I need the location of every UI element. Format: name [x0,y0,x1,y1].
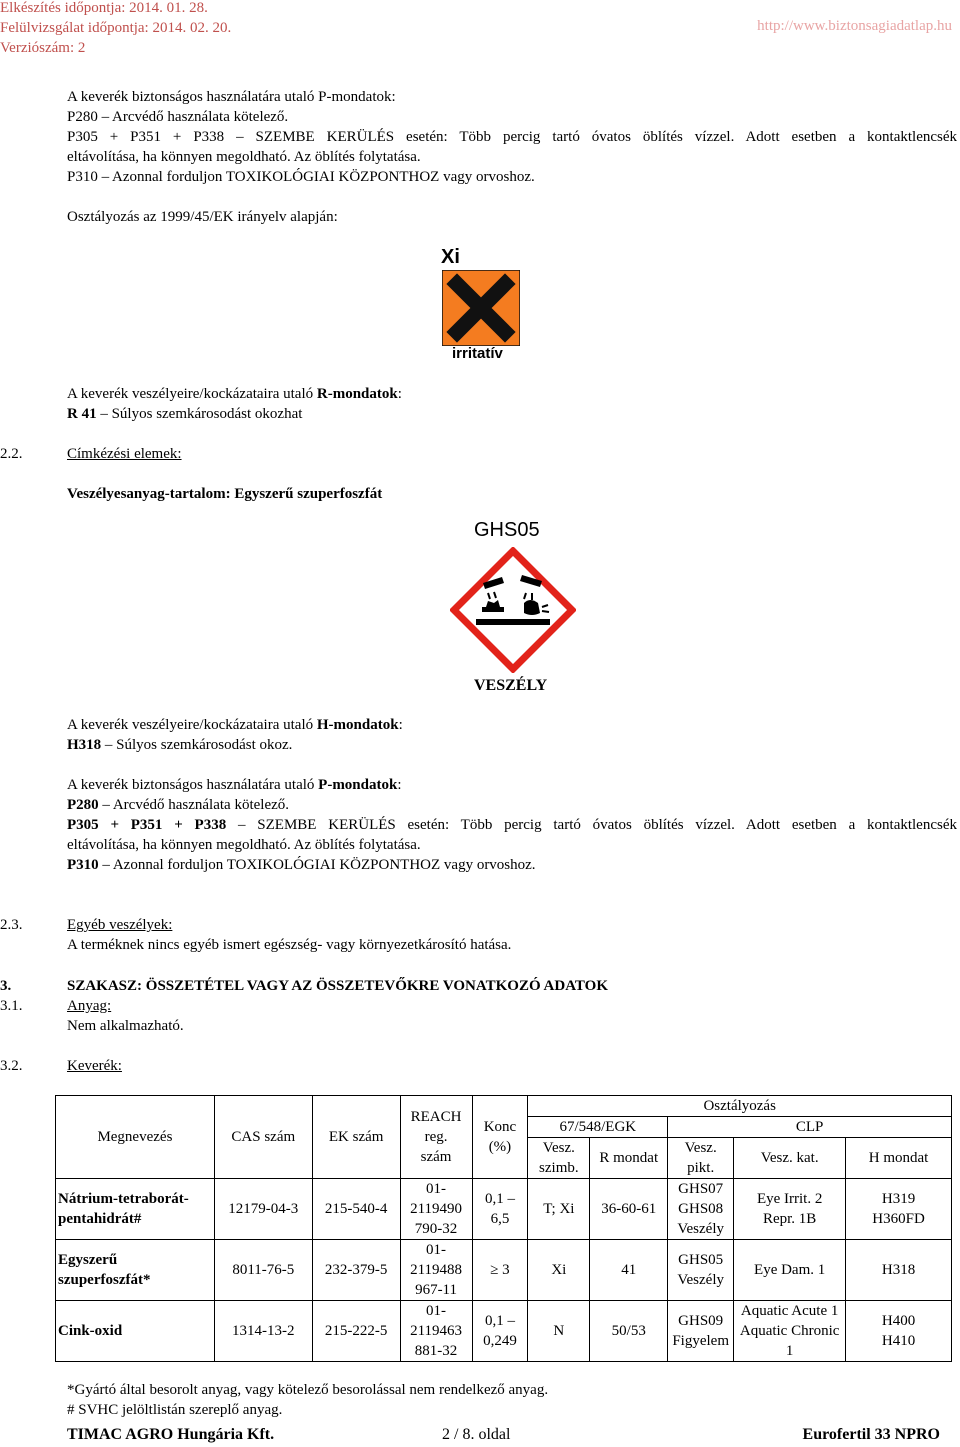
footer-company: TIMAC AGRO Hungária Kft. [67,1426,275,1443]
p310-line-2: P310 – Azonnal forduljon TOXIKOLÓGIAI KÖZPONTHOZ vagy orvoshoz. [67,857,536,873]
header-vesz-szimb: Vesz. szimb. [528,1138,590,1179]
row-konc: 0,1 – 6,5 [472,1179,528,1240]
row-szimb: Xi [528,1240,590,1301]
header-url[interactable]: http://www.biztonsagiadatlap.hu [757,18,952,34]
row-reach: 01- 2119463 881-32 [400,1301,472,1362]
p305-line [67,127,957,147]
row-reach: 01- 2119490 790-32 [400,1179,472,1240]
table-row [56,1179,952,1240]
p310-code: P310 [67,169,98,185]
row-konc: ≥ 3 [472,1240,528,1301]
h318-line: H318 – Súlyos szemkárosodást okoz. [67,737,293,753]
irritativ-label: irritatív [452,345,503,362]
row-cas: 1314-13-2 [214,1301,312,1362]
corrosion-icon [450,547,576,673]
header-vesz-kat: Vesz. kat. [734,1138,846,1179]
row-ek: 215-540-4 [312,1179,400,1240]
row-reach: 01- 2119488 967-11 [400,1240,472,1301]
row-ek: 232-379-5 [312,1240,400,1301]
header-created: Elkészítés időpontja: 2014. 01. 28. [0,0,208,16]
row-kat: Eye Dam. 1 [734,1240,846,1301]
row-h: H400 H410 [846,1301,952,1362]
header-egk: 67/548/EGK [528,1117,668,1138]
footer-product: Eurofertil 33 NPRO [802,1426,940,1443]
row-szimb: T; Xi [528,1179,590,1240]
row-kat: Aquatic Acute 1 Aquatic Chronic 1 [734,1301,846,1362]
row-ek: 215-222-5 [312,1301,400,1362]
section-2-2-title: Címkézési elemek: [67,446,182,462]
p305-line-2: P305 + P351 + P338 – SZEMBE KERÜLÉS esetén: Több percig tartó óvatos öblítés vízzel. Adott esetben a kontaktlencsék [67,817,957,833]
row-h: H318 [846,1240,952,1301]
section-3-1-number: 3.1. [0,998,23,1014]
row-name: Nátrium-tetraborát- pentahidrát# [56,1179,215,1240]
row-r: 50/53 [590,1301,668,1362]
table-row [56,1301,952,1362]
section-3-1-title: Anyag: [67,998,112,1014]
header-revised: Felülvizsgálat időpontja: 2014. 02. 20. [0,20,232,36]
p-statements-intro: A keverék biztonságos használatára utaló P-mondatok: [67,89,396,105]
header-konc: Konc (%) [472,1096,528,1179]
header-clp: CLP [668,1117,952,1138]
header-name: Megnevezés [56,1096,215,1179]
hazardous-content: Veszélyesanyag-tartalom: Egyszerű szuperfoszfát [67,486,383,502]
section-2-3-text: A terméknek nincs egyéb ismert egészség- vagy környezetkárosító hatása. [67,937,512,953]
row-name: Cink-oxid [56,1301,215,1362]
row-szimb: N [528,1301,590,1362]
section-2-3-title: Egyéb veszélyek: [67,917,173,933]
header-vesz-pikt: Vesz. pikt. [668,1138,734,1179]
p310-line [67,167,535,187]
section-2-3-number: 2.3. [0,917,23,933]
row-pikt: GHS09 Figyelem [668,1301,734,1362]
header-cas: CAS szám [214,1096,312,1179]
ghs05-pictogram [450,547,576,673]
footnote-hash: # SVHC jelöltlistán szereplő anyag. [67,1402,283,1418]
row-r: 36-60-61 [590,1179,668,1240]
row-name: Egyszerű szuperfoszfát* [56,1240,215,1301]
p280-text: – Arcvédő használata kötelező. [97,109,289,125]
r41-text: – Súlyos szemkárosodást okozhat [96,406,303,422]
p310-text: – Azonnal forduljon TOXIKOLÓGIAI KÖZPONTHOZ vagy orvoshoz. [97,169,535,185]
section-3-2-number: 3.2. [0,1058,23,1074]
p305-code: P305 + P351 + P338 [67,129,225,145]
header-reach: REACH reg. szám [400,1096,472,1179]
row-h: H319 H360FD [846,1179,952,1240]
row-pikt: GHS07 GHS08 Veszély [668,1179,734,1240]
header-h-mondat: H mondat [846,1138,952,1179]
section-3-1-text: Nem alkalmazható. [67,1018,184,1034]
r-statements-intro: A keverék veszélyeire/kockázataira utaló R-mondatok: [67,386,402,402]
row-r: 41 [590,1240,668,1301]
p280-code: P280 [67,109,98,125]
section-3-2-title: Keverék: [67,1058,122,1074]
table-row [56,1240,952,1301]
footer-page: 2 / 8. oldal [442,1426,511,1443]
header-osztalyozas: Osztályozás [528,1096,952,1117]
h-statements-intro: A keverék veszélyeire/kockázataira utaló H-mondatok: [67,717,403,733]
p280-line [67,107,288,127]
ghs05-label: GHS05 [474,519,540,541]
row-kat: Eye Irrit. 2 Repr. 1B [734,1179,846,1240]
r41-line [67,404,302,424]
xi-cross-icon [442,270,520,346]
section-3-title: SZAKASZ: ÖSSZETÉTEL VAGY AZ ÖSSZETEVŐKRE VONATKOZÓ ADATOK [67,978,608,994]
xi-label: Xi [441,246,460,268]
p305-continuation-2: eltávolítása, ha könnyen megoldható. Az öblítés folytatása. [67,837,421,853]
mixture-table [55,1095,952,1362]
row-cas: 12179-04-3 [214,1179,312,1240]
header-ek: EK szám [312,1096,400,1179]
row-cas: 8011-76-5 [214,1240,312,1301]
header-version: Verziószám: 2 [0,40,86,56]
r41-code: R 41 [67,406,97,422]
section-3-number: 3. [0,978,12,994]
table-header-row-1 [56,1096,952,1117]
xi-hazard-symbol [442,270,520,346]
footnote-star: *Gyártó által besorolt anyag, vagy kötelező besorolással nem rendelkező anyag. [67,1382,549,1398]
signal-word: VESZÉLY [474,677,548,694]
classification-heading: Osztályozás az 1999/45/EK irányelv alapján: [67,209,338,225]
p280-line-2: P280 – Arcvédő használata kötelező. [67,797,290,813]
header-r-mondat: R mondat [590,1138,668,1179]
p-statements-intro-2: A keverék biztonságos használatára utaló P-mondatok: [67,777,402,793]
row-konc: 0,1 – 0,249 [472,1301,528,1362]
section-2-2-number: 2.2. [0,446,23,462]
row-pikt: GHS05 Veszély [668,1240,734,1301]
p305-text: – SZEMBE KERÜLÉS esetén: Több percig tartó óvatos öblítés vízzel. Adott esetben a kontaktlencsék [224,129,958,145]
p305-continuation: eltávolítása, ha könnyen megoldható. Az öblítés folytatása. [67,149,421,165]
